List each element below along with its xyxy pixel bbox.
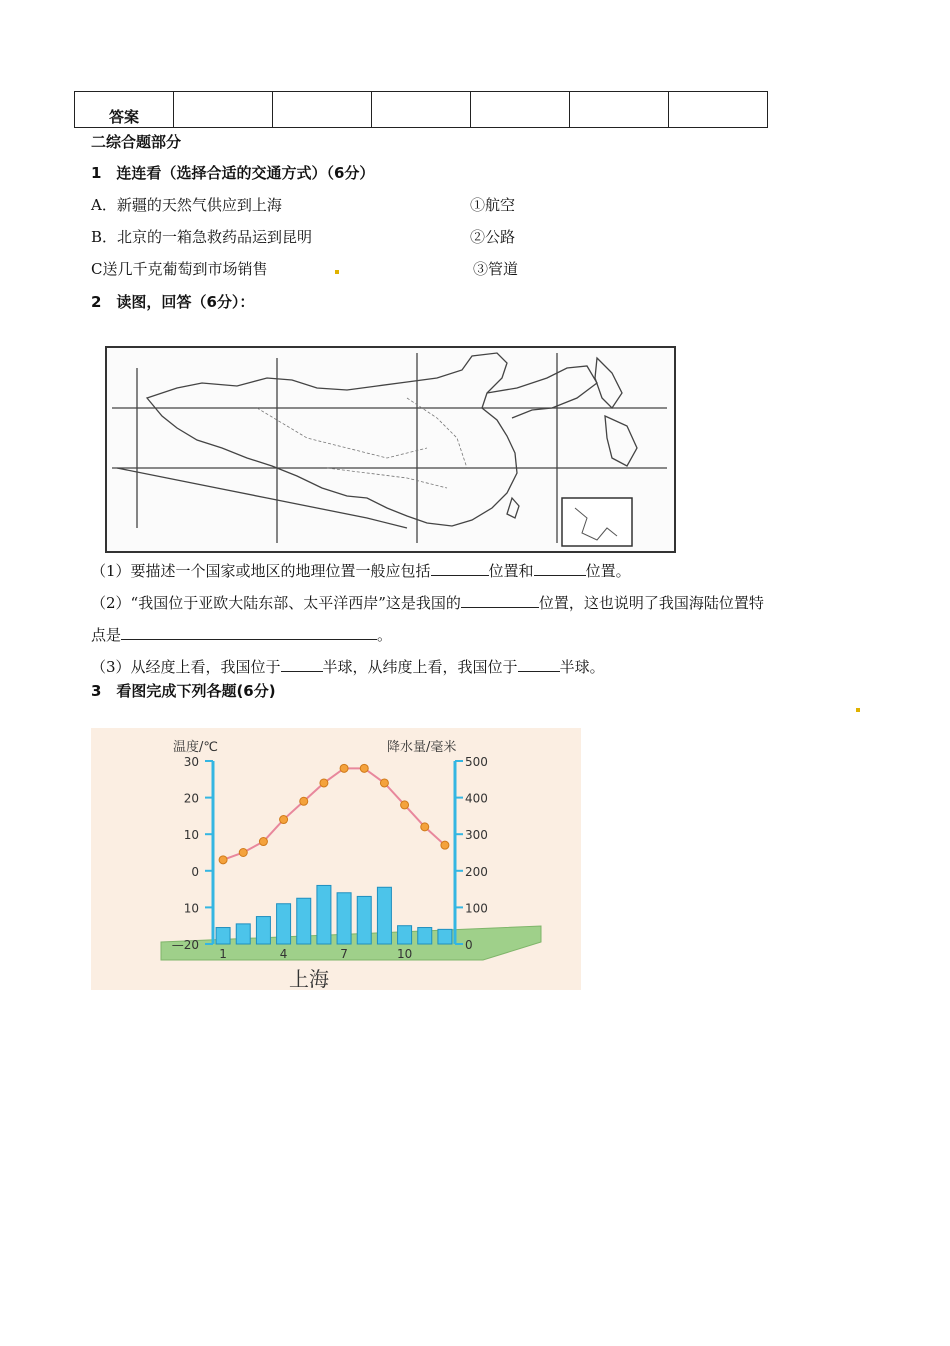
answer-cell[interactable] [570, 92, 669, 128]
q2-s1-text-a: （1）要描述一个国家或地区的地理位置一般应包括 [91, 562, 431, 580]
temperature-point [300, 797, 308, 805]
temperature-point [280, 816, 288, 824]
answer-label: 答案 [75, 92, 174, 128]
climate-chart-svg [91, 728, 581, 990]
q3-title: 3 看图完成下列各题(6分) [91, 682, 276, 700]
q2-s2-text-b: 位置，这也说明了我国海陆位置特 [538, 594, 764, 612]
ylabel-right: 降水量/毫米 [387, 740, 457, 755]
temperature-line [223, 768, 445, 860]
y-tick-label-left: 10 [183, 828, 199, 843]
temperature-point [380, 779, 388, 787]
temperature-point [219, 856, 227, 864]
china-map-drawing [107, 348, 674, 551]
precip-bar [377, 887, 391, 944]
answer-cell[interactable] [372, 92, 471, 128]
y-tick-label-left: 0 [191, 864, 199, 879]
temperature-point [239, 849, 247, 857]
q1-right-2: ②公路 [470, 228, 516, 246]
q1-left-a: A．新疆的天然气供应到上海 [91, 196, 282, 214]
y-tick-label-left: —20 [171, 938, 199, 952]
y-tick-label-left: 30 [183, 755, 199, 769]
q2-s2 [91, 592, 764, 613]
x-tick-label: 4 [279, 947, 288, 961]
q2-s2-text-d: 。 [377, 626, 393, 644]
q2-s3-text-b: 半球，从纬度上看，我国位于 [322, 658, 518, 676]
section-title: 二综合题部分 [91, 133, 182, 151]
y-tick-label-right: 400 [465, 791, 488, 806]
q1-right-1: ①航空 [470, 196, 516, 214]
q2-s2-text-c: 点是 [91, 626, 122, 644]
q2-s3 [91, 656, 605, 677]
blank-5[interactable] [281, 657, 323, 672]
q2-s2-text-a: （2）“我国位于亚欧大陆东部、太平洋西岸”这是我国的 [91, 594, 461, 612]
y-tick-label-left: 10 [183, 901, 199, 916]
blank-6[interactable] [518, 657, 560, 672]
answer-cell[interactable] [471, 92, 570, 128]
q2-s3-text-c: 半球。 [559, 658, 605, 676]
precip-bar [216, 928, 230, 944]
q2-title: 2 读图，回答（6分）： [91, 293, 255, 311]
y-tick-label-left: 20 [183, 791, 199, 806]
temperature-point [421, 823, 429, 831]
temperature-point [320, 779, 328, 787]
precip-bar [297, 898, 311, 944]
blank-4[interactable] [121, 625, 377, 640]
precip-bar [256, 917, 270, 944]
q1-left-b: B．北京的一箱急救药品运到昆明 [91, 228, 313, 246]
y-tick-label-right: 200 [465, 864, 488, 879]
temperature-point [340, 764, 348, 772]
temperature-point [360, 764, 368, 772]
precip-bar [438, 929, 452, 944]
x-tick-label: 7 [340, 947, 348, 961]
precip-bar [357, 896, 371, 944]
blank-2[interactable] [534, 561, 586, 576]
q1-left-c: C送几千克葡萄到市场销售 [91, 260, 268, 278]
y-tick-label-right: 300 [465, 828, 488, 843]
answer-cell[interactable] [273, 92, 372, 128]
q2-s1 [91, 560, 631, 581]
answer-cell[interactable] [669, 92, 768, 128]
y-tick-label-right: 500 [465, 755, 488, 769]
blank-3[interactable] [461, 593, 539, 608]
precip-bar [398, 926, 412, 944]
precip-bar [277, 904, 291, 944]
q1-right-3: ③管道 [473, 260, 519, 278]
answer-cell[interactable] [174, 92, 273, 128]
y-tick-label-right: 100 [465, 901, 488, 916]
chart-title: 上海 [289, 967, 329, 990]
temperature-point [401, 801, 409, 809]
precip-bar [418, 928, 432, 944]
climate-chart [91, 728, 581, 990]
temperature-point [441, 841, 449, 849]
q2-s1-text-c: 位置。 [585, 562, 631, 580]
stray-dot [856, 708, 860, 712]
q2-s3-text-a: （3）从经度上看，我国位于 [91, 658, 281, 676]
x-tick-label: 10 [396, 947, 413, 961]
q2-s2-line2 [91, 624, 392, 645]
ylabel-left: 温度/℃ [173, 740, 218, 755]
precip-bar [337, 893, 351, 944]
stray-dot [335, 270, 339, 274]
q1-title: 1 连连看（选择合适的交通方式）（6分） [91, 164, 375, 182]
precip-bar [317, 885, 331, 944]
china-map [105, 346, 676, 553]
y-tick-label-right: 0 [465, 938, 473, 952]
answer-table [74, 91, 768, 128]
q2-s1-text-b: 位置和 [488, 562, 534, 580]
precip-bar [236, 924, 250, 944]
temperature-point [259, 838, 267, 846]
x-tick-label: 1 [219, 947, 227, 961]
blank-1[interactable] [431, 561, 489, 576]
